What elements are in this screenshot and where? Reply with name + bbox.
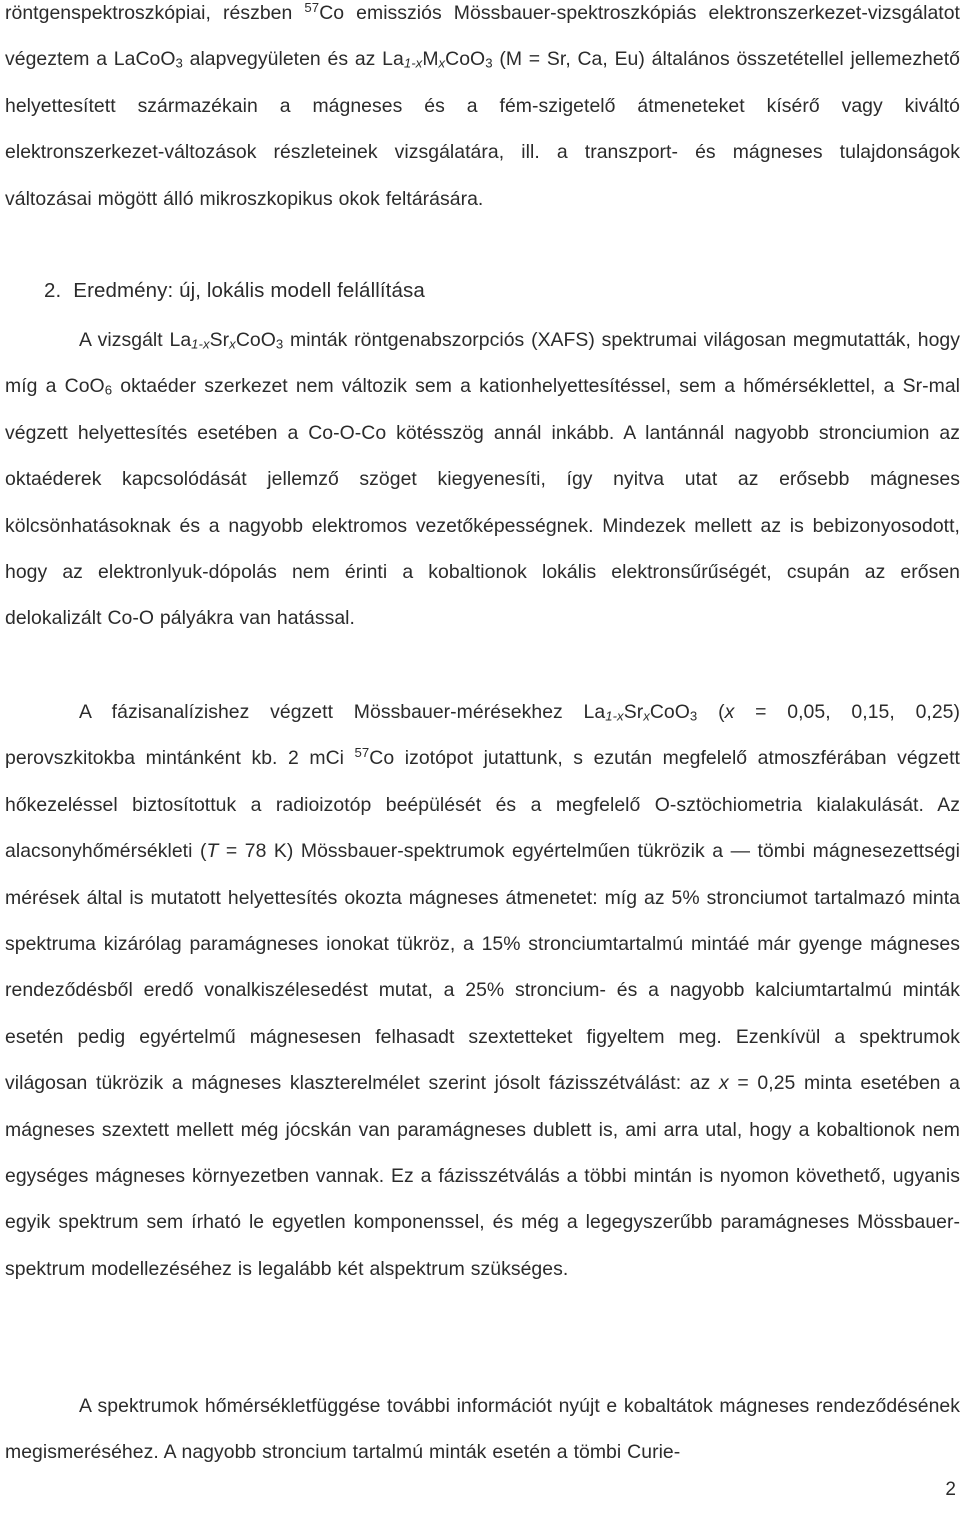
temperature-paragraph: A spektrumok hőmérsékletfüggése további információt nyújt e kobaltátok mágneses rendeződésének megismeréséhez. A nagyobb stroncium tartalmú minták esetén a tömbi Curie- [5,1395,960,1464]
xafs-paragraph: A vizsgált $La_{1-x}Sr_xCoO_3$ minták röntgenabszorpciós (XAFS) spektrumai világosan megmutatták, hogy míg a CoO$_6$ oktaéder szerkezet nem változik sem a kationhelyettesítéssel, sem a hőmérséklettel, a Sr-mal végzett helyettesítés esetében a Co-O-Co kötésszög annál inkább. A lantánnál nagyobb stronciumion az oktaéderek kapcsolódását jellemző szöget kiegyenesíti, így nyitva utat az erősebb mágneses kölcsönhatásoknak és a nagyobb elektromos vezetőképességnek. Mindezek mellett az is bebizonyosodott, hogy az elektronlyuk-dópolás nem érinti a kobaltionok lokális elektronsűrűségét, csupán az erősen delokalizált Co-O pályákra van hatással. [5,329,960,630]
intro-paragraph: röntgenspektroszkópiai, részben $^{57}$Co emissziós Mössbauer-spektroszkópiás elektronszerkezet-vizsgálatot végeztem a LaCoO$_3$ alapvegyületen és az $La_{1-x}M_xCoO_3$ (M = Sr, Ca, Eu) általános összetétellel jellemezhető helyettesített származékain a mágneses és a fém-szigetelő átmeneteket kísérő vagy kiváltó elektronszerkezet-változások részleteinek vizsgálatára, ill. a transzport- és mágneses tulajdonságok változásai mögött álló mikroszkopikus okok feltárására. [5,0,960,210]
page-number: 2 [945,1479,956,1500]
mossbauer-paragraph: A fázisanalízishez végzett Mössbauer-mérésekhez $La_{1-x}Sr_xCoO_3$ (x = 0,05, 0,15, 0,25) perovszkitokba mintánként kb. 2 mCi $^{57}$Co izotópot jutattunk, s ezután megfelelő atmoszférában végzett hőkezeléssel biztosítottuk a radioizotóp beépülését és a megfelelő O-sztöchiometria kialakulását. Az alacsonyhőmérsékleti (T = 78 K) Mössbauer-spektrumok egyértelműen tükrözik a — tömbi mágnesezettségi mérések által is mutatott helyettesítés okozta mágneses átmenetet: míg az 5% stronciumot tartalmazó minta spektruma kizárólag paramágneses ionokat tükröz, a 15% stronciumtartalmú mintáé már gyenge mágneses rendeződésből eredő vonalkiszélesedést mutat, a 25% stroncium- és a nagyobb kalciumtartalmú minták esetén pedig egyértelmű mágnesesen felhasadt szextetteket figyeltem meg. Ezenkívül a spektrumok világosan tükrözik a mágneses klaszterelmélet szerint jósolt fázisszétválást: az x = 0,25 minta esetében a mágneses szextett mellett még jócskán van paramágneses dublett is, ami arra utal, hogy a kobaltionok nem egységes mágneses környezetben vannak. Ez a fázisszétválás a többi mintán is nyomon követhető, ugyanis egyik spektrum sem írható le egyetlen komponenssel, és még a legegyszerűbb paramágneses Mössbauer-spektrum modellezéséhez is legalább két alspektrum szükséges. [5,701,960,1280]
section-number: 2. [44,279,62,302]
section-heading [44,268,425,314]
section-title: Eredmény: új, lokális modell felállítása [73,279,425,302]
